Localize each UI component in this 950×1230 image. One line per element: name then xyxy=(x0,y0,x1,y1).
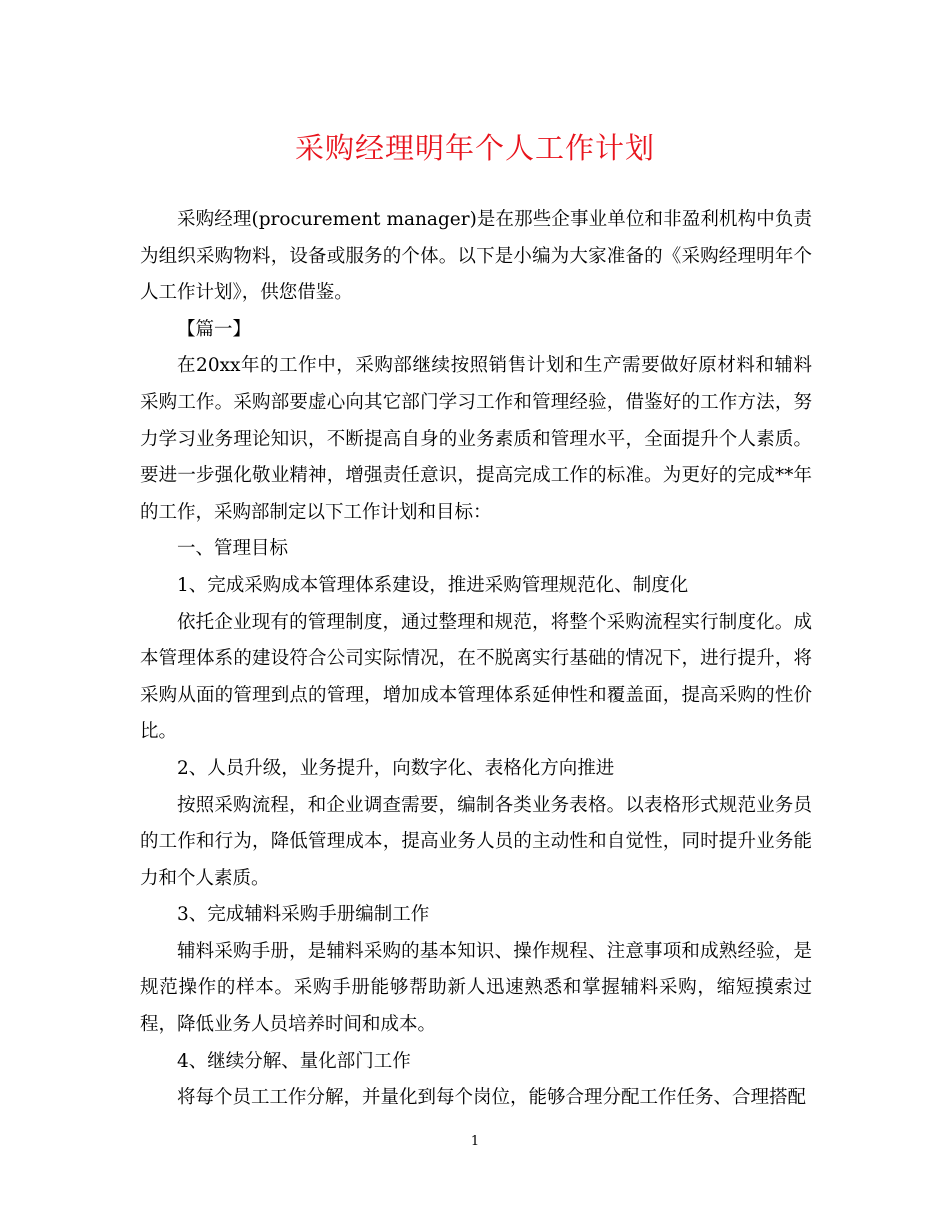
section-heading: 【篇一】 xyxy=(177,318,252,340)
body-paragraph: 在20xx年的工作中，采购部继续按照销售计划和生产需要做好原材料和辅料采购工作。采购部要虚心向其它部门学习工作和管理经验，借鉴好的工作方法，努力学习业务理论知识，不断提高自身的业务素质和管理水平，全面提升个人素质。要进一步强化敬业精神，增强责任意识，提高完成工作的标准。为更好的完成**年的工作，采购部制定以下工作计划和目标： xyxy=(140,355,812,523)
subheading-item-2: 2、人员升级，业务提升，向数字化、表格化方向推进 xyxy=(177,757,615,779)
page-number: 1 xyxy=(470,1134,480,1149)
subheading-item-3: 3、完成辅料采购手册编制工作 xyxy=(177,904,430,926)
body-paragraph: 辅料采购手册，是辅料采购的基本知识、操作规程、注意事项和成熟经验，是规范操作的样本。采购手册能够帮助新人迅速熟悉和掌握辅料采购，缩短摸索过程，降低业务人员培养时间和成本。 xyxy=(140,940,812,1036)
subheading-item-4: 4、继续分解、量化部门工作 xyxy=(177,1050,411,1072)
intro-paragraph: 采购经理(procurement manager)是在那些企事业单位和非盈利机构中负责为组织采购物料，设备或服务的个体。以下是小编为大家准备的《采购经理明年个人工作计划》，供您借鉴。 xyxy=(140,209,812,304)
subheading-item-1: 1、完成采购成本管理体系建设，推进采购管理规范化、制度化 xyxy=(177,574,689,596)
heading-management-goals: 一、管理目标 xyxy=(177,538,289,560)
document-body xyxy=(140,202,812,1117)
body-paragraph: 按照采购流程，和企业调查需要，编制各类业务表格。以表格形式规范业务员的工作和行为，降低管理成本，提高业务人员的主动性和自觉性，同时提升业务能力和个人素质。 xyxy=(140,794,812,889)
body-paragraph: 依托企业现有的管理制度，通过整理和规范，将整个采购流程实行制度化。成本管理体系的建设符合公司实际情况，在不脱离实行基础的情况下，进行提升，将采购从面的管理到点的管理，增加成本管理体系延伸性和覆盖面，提高采购的性价比。 xyxy=(140,611,812,743)
body-paragraph: 将每个员工工作分解，并量化到每个岗位，能够合理分配工作任务、合理搭配 xyxy=(177,1087,807,1109)
document-title: 采购经理明年个人工作计划 xyxy=(294,131,655,165)
